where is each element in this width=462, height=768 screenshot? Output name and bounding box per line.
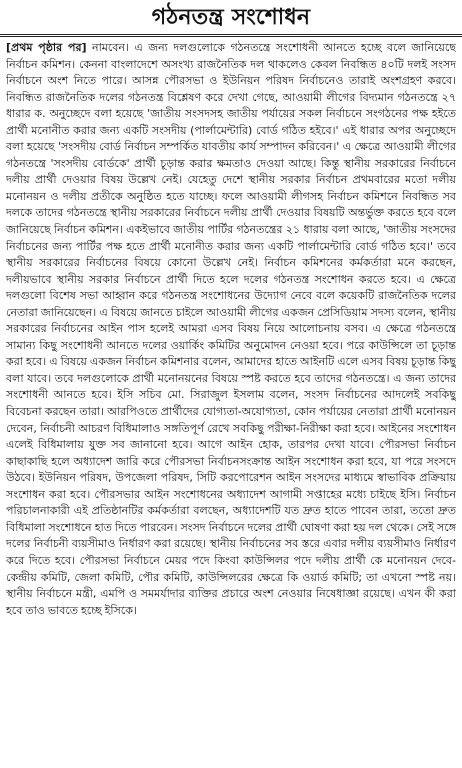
headline-area: [0, 4, 462, 32]
continued-from-marker: [প্রথম পৃষ্ঠার পর]: [6, 41, 87, 54]
headline-rule-thin: [0, 36, 462, 37]
article-paragraph: [6, 40, 456, 619]
article-text: নামবেন। এ জন্য দলগুলোকে গঠনতন্ত্রে সংশোধনী আনতে হচ্ছে বলে জানিয়েছে নির্বাচন কমিশন। কেননা বাংলাদেশে অসংখ্য রাজনৈতিক দল থাকলেও কেবল নিবন্ধিত ৪০টি দলই সংসদ নির্বাচনে অংশ নিতে পারে। আসন্ন পৌরসভা ও ইউনিয়ন পরিষদ নির্বাচনেও তারাই অংশগ্রহণ করবে। নিবন্ধিত রাজনৈতিক দলের গঠনতন্ত্র বিশ্লেষণ করে দেখা গেছে, আওয়ামী লীগের বিদ্যমান গঠনতন্ত্রে ২৭ ধারার ক. অনুচ্ছেদে বলা হয়েছে 'জাতীয় সংসদসহ জাতীয় পর্যায়ের সকল নির্বাচনে সংগঠনের পক্ষ হইতে প্রার্থী মনোনীত করার জন্য একটি সংসদীয় (পার্লামেন্টারি) বোর্ড গঠিত হইবে।' এই ধারার অপর অনুচ্ছেদে বলা হয়েছে 'সংসদীয় বোর্ড নির্বাচন সম্পর্কিত যাবতীয় কার্য সম্পাদন করিবেন।' এ ক্ষেত্রে আওয়ামী লীগের গঠনতন্ত্রে 'সংসদীয় বোর্ডকে' প্রার্থী চূড়ান্ত করার ক্ষমতাও দেওয়া আছে। কিন্তু স্থানীয় সরকারের নির্বাচনে দলীয় প্রার্থী দেওয়ার বিষয় উল্লেখ নেই। যেহেতু দেশে স্থানীয় সরকার নির্বাচন প্রথমবারের মতো দলীয় মনোনয়ন ও দলীয় প্রতীকে অনুষ্ঠিত হতে যাচ্ছে। ফলে আওয়ামী লীগসহ নির্বাচন কমিশনে নিবন্ধিত সব দলকে তাদের গঠনতন্ত্রে স্থানীয় সরকারের নির্বাচনে দলীয় প্রার্থী দেওয়ার বিষয়টি অন্তর্ভুক্ত করতে হবে বলে জানিয়েছে নির্বাচন কমিশন। একইভাবে জাতীয় পার্টির গঠনতন্ত্রের ২১ ধারায় বলা আছে, 'জাতীয় সংসদের নির্বাচনের জন্য পার্টির পক্ষ হতে প্রার্থী মনোনীত করার জন্য একটি পার্লামেন্টারি বোর্ড গঠিত হবে।' তবে স্থানীয় সরকারের নির্বাচনের বিষয়ে কোনো উল্লেখ নেই। নির্বাচন কমিশনের কর্মকর্তারা মনে করছেন, দলীয়ভাবে স্থানীয় সরকার নির্বাচনে প্রার্থী দিতে হলে দলের গঠনতন্ত্র সংশোধন করতে হবে। এ ক্ষেত্রে দলগুলো বিশেষ সভা আহ্বান করে গঠনতন্ত্র সংশোধনের উদ্যোগ নেবে বলে কয়েকটি রাজনৈতিক দলের নেতারা জানিয়েছেন। এ বিষয়ে জানতে চাইলে আওয়ামী লীগের একজন প্রেসিডিয়াম সদস্য বলেন, স্থানীয় সরকারের নির্বাচনের আইন পাস হলেই আমরা এসব বিষয় নিয়ে আলোচনায় বসব। এ ক্ষেত্রে গঠনতন্ত্রে সামান্য কিছু সংশোধনী আনতে দলের ওয়ার্কিং কমিটির অনুমোদন নেওয়া হবে। পরে কাউন্সিলে তা চূড়ান্ত করা হবে। এ বিষয়ে একজন নির্বাচন কমিশনার বলেন, আমাদের হাতে আইনটি এলে এসব বিষয় চূড়ান্ত কিছু বলা যাবে। তবে দলগুলোকে প্রার্থী মনোনয়নের বিষয়ে স্পষ্ট করতে হবে তাদের গঠনতন্ত্রে। এ জন্য তাদের সংশোধনী আনতে হবে। ইসি সচিব মো. সিরাজুল ইসলাম বলেন, সংসদ নির্বাচনের আদলেই সবকিছু বিবেচনা করছেন তারা। আরপিওতে প্রার্থীদের যোগ্যতা-অযোগ্যতা, কোন পর্যায়ের নেতারা প্রার্থী মনোনয়ন দেবেন, নির্বাচনী আচরণ বিধিমালাও সঙ্গতিপূর্ণ রেখে সবকিছু পরীক্ষা-নিরীক্ষা করা হবে। আইনের সংশোধন এলেই বিধিমালায় যুক্ত সব জানানো হবে। আগে আইন হোক, তারপর দেখা যাবে। পৌরসভা নির্বাচন কাছাকাছি হলে অধ্যাদেশ জারি করে পৌরসভা নির্বাচনসংক্রান্ত আইন সংশোধন করা হবে, যা পরে সংসদে উঠবে। ইউনিয়ন পরিষদ, উপজেলা পরিষদ, সিটি করপোরেশন আইন সংসদের মাধ্যমে স্বাভাবিক প্রক্রিয়ায় সংশোধন করা হবে। পৌরসভার আইন সংশোধনের অধ্যাদেশ আগামী সপ্তাহের মধ্যে চাইছে ইসি। নির্বাচন পরিচালনাকারী এই প্রতিষ্ঠানটির কর্মকর্তারা বলছেন, অধ্যাদেশটি যত দ্রুত হাতে পাবেন তারা, ততো দ্রুত বিধিমালা সংশোধনে হাত দিতে পারবেন। সংসদ নির্বাচনে দলের প্রার্থী ঘোষণা করা হয় দল থেকে। সেই সঙ্গে দলের নির্বাচনী ব্যয়সীমাও নির্ধারণ করা রয়েছে। স্থানীয় নির্বাচনের সব স্তরে এবার দলীয় ব্যয়সীমাও নির্ধারণ করে দিতে হবে। পৌরসভা নির্বাচনে মেয়র পদে কিংবা কাউন্সিলর পদে দলীয় প্রার্থী কে মনোনয়ন দেবে- কেন্দ্রীয় কমিটি, জেলা কমিটি, পৌর কমিটি, কাউন্সিলরের ক্ষেত্রে কি ওয়ার্ড কমিটি; তা এখনো স্পষ্ট নয়। স্থানীয় নির্বাচনে মন্ত্রী, এমপি ও সমমর্যাদার ব্যক্তির প্রচারে অংশ নেওয়ার নিষেধাজ্ঞা রয়েছে। এখন কী করা হবে তাও ভাবতে হচ্ছে ইসিকে।: [6, 41, 456, 617]
article-body: [6, 40, 456, 766]
headline-rule: [0, 34, 462, 35]
headline: গঠনতন্ত্র সংশোধন: [151, 5, 311, 30]
